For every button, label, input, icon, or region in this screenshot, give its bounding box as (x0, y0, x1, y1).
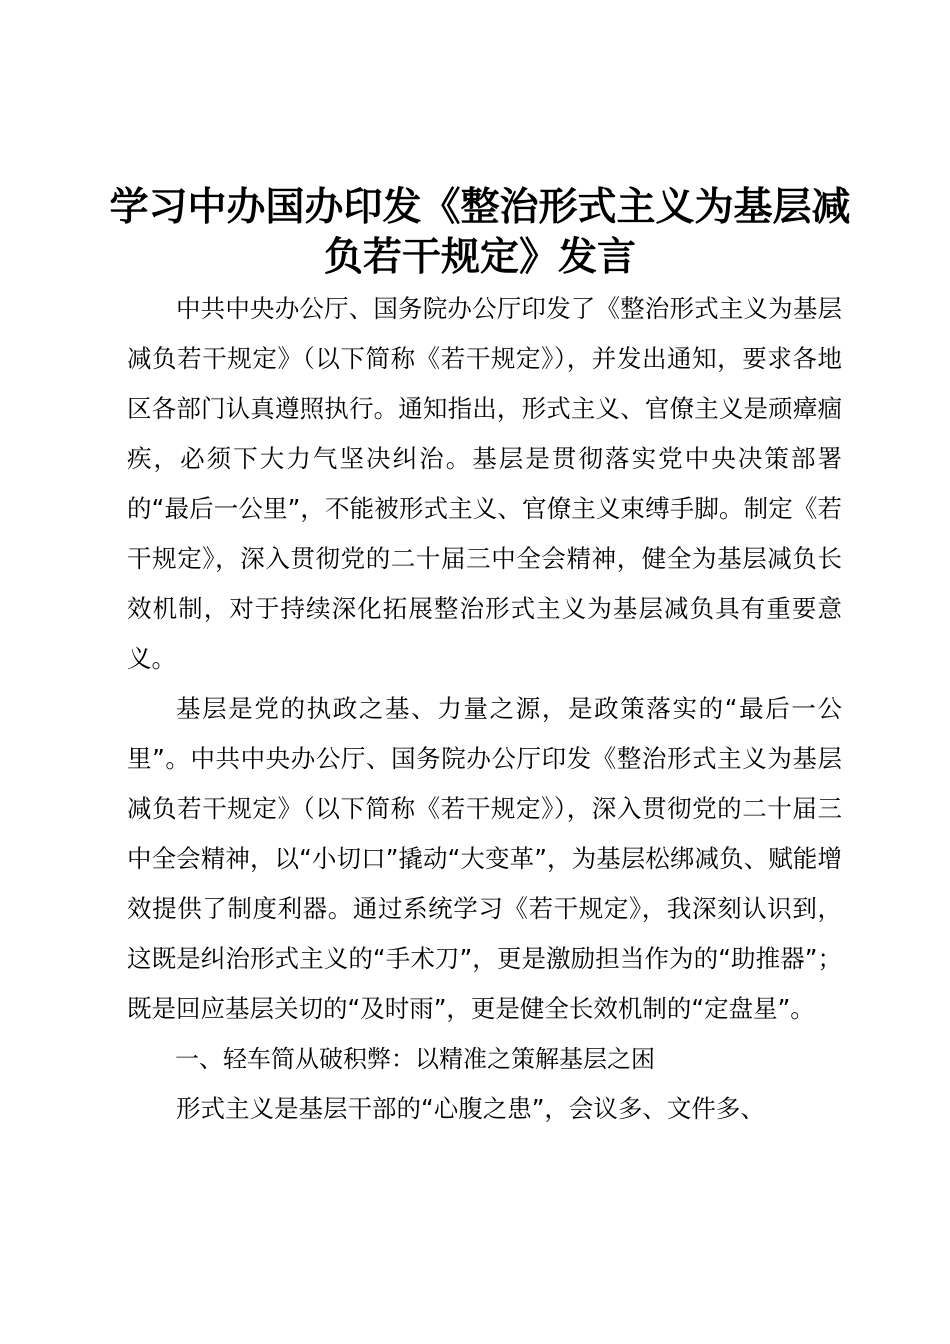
section-heading: 一、轻车简从破积弊：以精准之策解基层之困 (175, 1045, 655, 1073)
paragraph-2: 基层是党的执政之基、力量之源，是政策落实的“最后一公里”。中共中央办公厅、国务院办公厅印发《整治形式主义为基层减负若干规定》（以下简称《若干规定》），深入贯彻党的二十届三中全会精神，以“小切口”撬动“大变革”，为基层松绑减负、赋能增效提供了制度利器。通过系统学习《若干规定》，我深刻认识到，这既是纠治形式主义的“手术刀”，更是激励担当作为的“助推器”；既是回应基层关切的“及时雨”，更是健全长效机制的“定盘星”。 (127, 694, 842, 1023)
paragraph-3: 形式主义是基层干部的“心腹之患”，会议多、文件多、 (176, 1094, 765, 1123)
document-title: 学习中办国办印发《整治形式主义为基层减负若干规定》发言 (109, 185, 851, 280)
document-body (127, 284, 842, 1134)
paragraph-1: 中共中央办公厅、国务院办公厅印发了《整治形式主义为基层减负若干规定》（以下简称《若干规定》），并发出通知，要求各地区各部门认真遵照执行。通知指出，形式主义、官僚主义是顽瘴痼疾，必须下大力气坚决纠治。基层是贯彻落实党中央决策部署的“最后一公里”，不能被形式主义、官僚主义束缚手脚。制定《若干规定》，深入贯彻党的二十届三中全会精神，健全为基层减负长效机制，对于持续深化拓展整治形式主义为基层减负具有重要意义。 (127, 294, 842, 673)
